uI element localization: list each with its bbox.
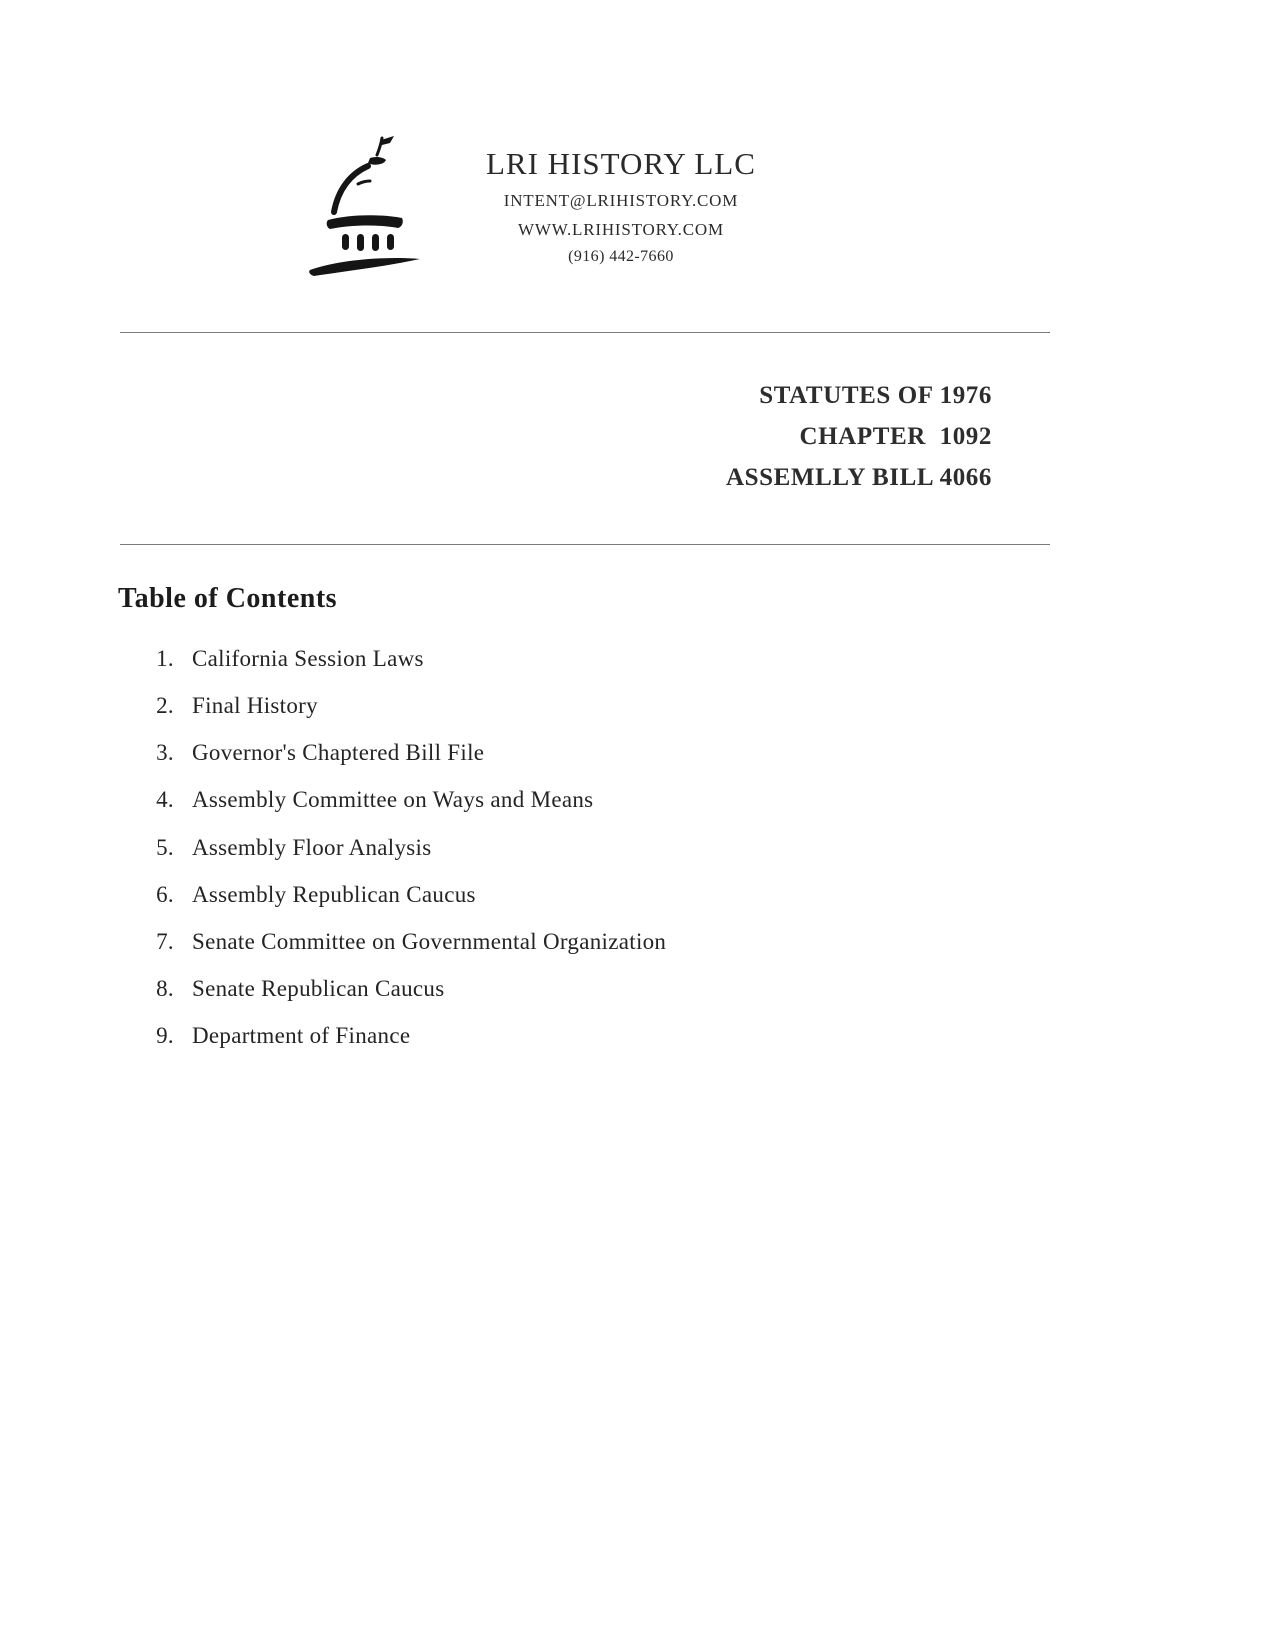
toc-item: 6. Assembly Republican Caucus: [180, 883, 1276, 907]
divider-bottom: [120, 544, 1050, 545]
statute-year: STATUTES OF 1976: [759, 382, 992, 409]
company-phone: (916) 442-7660: [568, 248, 674, 265]
toc-list: [180, 647, 1276, 1048]
company-website: WWW.LRIHISTORY.COM: [518, 220, 724, 239]
company-email: INTENT@LRIHISTORY.COM: [503, 191, 739, 210]
toc-title: Table of Contents: [118, 583, 338, 614]
table-of-contents: [118, 583, 1276, 1048]
divider-top: [120, 332, 1050, 333]
toc-item: 4. Assembly Committee on Ways and Means: [180, 788, 1276, 812]
statute-block: [120, 375, 1050, 498]
toc-item: 3. Governor's Chaptered Bill File: [180, 741, 1276, 765]
company-name: LRI HISTORY LLC: [486, 146, 756, 181]
capitol-logo-icon: [298, 128, 448, 288]
toc-item: 5. Assembly Floor Analysis: [180, 836, 1276, 860]
toc-item: 7. Senate Committee on Governmental Organization: [180, 930, 1276, 954]
toc-item: 8. Senate Republican Caucus: [180, 977, 1276, 1001]
toc-item: 9. Department of Finance: [180, 1024, 1276, 1048]
toc-item: 2. Final History: [180, 694, 1276, 718]
toc-item: 1. California Session Laws: [180, 647, 1276, 671]
letterhead-text: [486, 128, 756, 266]
statute-chapter: CHAPTER 1092: [799, 423, 992, 450]
statute-bill: ASSEMLLY BILL 4066: [726, 464, 992, 491]
letterhead: [0, 0, 1276, 288]
